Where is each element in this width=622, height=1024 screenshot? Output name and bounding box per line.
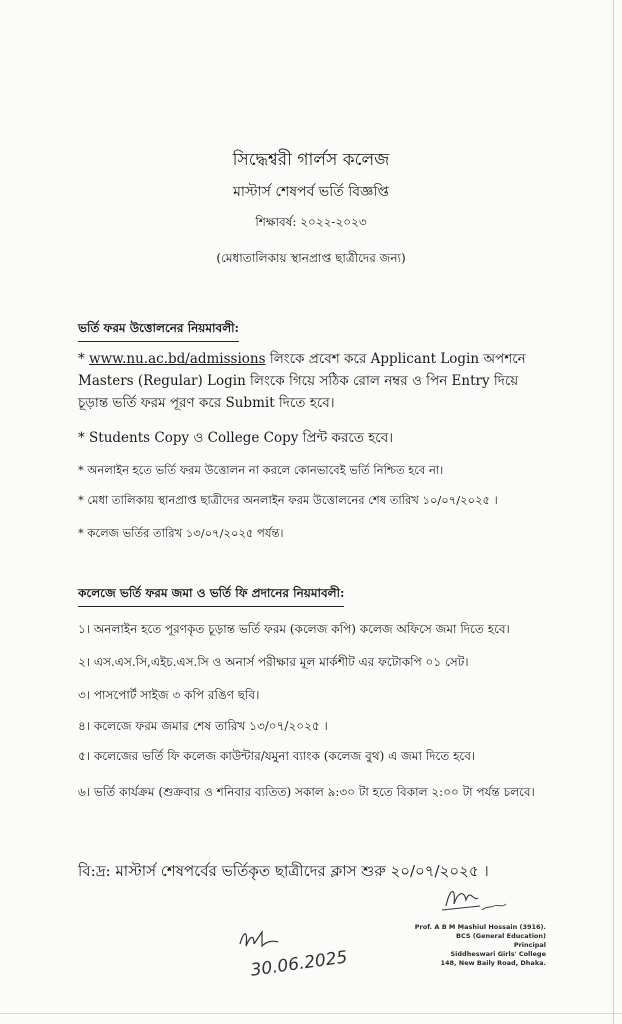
rule-item-admission-date: * কলেজ ভর্তির তারিখ ১৩/০৭/২০২৫ পর্যন্ত। [78, 526, 284, 540]
handwritten-signature-date [232, 922, 362, 982]
notice-title: মাস্টার্স শেষপর্ব ভর্তি বিজ্ঞপ্তি [233, 184, 389, 200]
rule-item-online-form [78, 348, 548, 414]
principal-stamp [396, 923, 546, 968]
principal-name: Prof. A B M Mashiul Hossain (3916). [414, 923, 546, 931]
rule-item-online-required: * অনলাইন হতে ভর্তি ফরম উত্তোলন না করলে কোনভাবেই ভর্তি নিশ্চিত হবে না। [78, 463, 444, 477]
page-edge-bottom [0, 1013, 622, 1014]
principal-cadre: BCS (General Education) [456, 932, 546, 940]
college-name: সিদ্ধেশ্বরী গার্লস কলেজ [232, 150, 390, 170]
form-collection-rules-heading: ভর্তি ফরম উত্তোলনের নিয়মাবলী: [78, 320, 239, 342]
rule-item-form-deadline: * মেধা তালিকায় স্থানপ্রাপ্ত ছাত্রীদের অনলাইন ফরম উত্তোলনের শেষ তারিখ ১০/০৭/২০২৫ । [78, 493, 498, 507]
principal-designation: Principal [513, 941, 546, 949]
audience-note: (মেধাতালিকায় স্থানপ্রাপ্ত ছাত্রীদের জন্য) [216, 251, 406, 265]
academic-session: শিক্ষাবর্ষ: ২০২২-২০২৩ [255, 215, 367, 229]
rule-item-print-copy: * Students Copy ও College Copy প্রিন্ট করতে হবে। [78, 430, 394, 446]
list-item: ১। অনলাইন হতে পূরণকৃত চূড়ান্ত ভর্তি ফরম (কলেজ কপি) কলেজ অফিসে জমা দিতে হবে। [78, 622, 510, 636]
form-submission-rules-heading: কলেজে ভর্তি ফরম জমা ও ভর্তি ফি প্রদানের নিয়মাবলী: [78, 585, 344, 607]
list-item: ২। এস.এস.সি,এইচ.এস.সি ও অনার্স পরীক্ষার মূল মার্কশীট এর ফটোকপি ০১ সেট। [78, 655, 469, 669]
list-item: ৫। কলেজের ভর্তি ফি কলেজ কাউন্টার/যমুনা ব্যাংক (কলেজ বুথ) এ জমা দিতে হবে। [78, 749, 476, 763]
admissions-link[interactable]: www.nu.ac.bd/admissions [89, 351, 266, 367]
bullet: * [78, 351, 90, 367]
college-stamp-name: Siddheswari Girls' College [450, 950, 546, 958]
principal-signature [440, 882, 510, 916]
handwritten-date: 30.06.2025 [249, 947, 349, 981]
college-address: 148, New Baily Road, Dhaka. [440, 959, 546, 967]
list-item: ৩। পাসপোর্ট সাইজ ৩ কপি রঙিণ ছবি। [78, 688, 260, 702]
list-item: ৬। ভর্তি কার্যক্রম (শুক্রবার ও শনিবার ব্যতিত) সকাল ৯:৩০ টা হতে বিকাল ২:০০ টা পর্যন্ত চলবে। [78, 785, 535, 799]
rule-text: লিংকে প্রবেশ করে Applicant Login অপশনে Masters (Regular) Login লিংকে গিয়ে সঠিক রোল নম্বর ও পিন Entry দিয়ে চূড়ান্ত ভর্তি ফরম পূরণ করে Submit দিতে হবে। [78, 351, 526, 411]
list-item: ৪। কলেজে ফরম জমার শেষ তারিখ ১৩/০৭/২০২৫ । [78, 719, 328, 733]
class-start-note: বি:দ্র: মাস্টার্স শেষপর্বের ভর্তিকৃত ছাত্রীদের ক্লাস শুরু ২০/০৭/২০২৫ । [78, 862, 489, 880]
